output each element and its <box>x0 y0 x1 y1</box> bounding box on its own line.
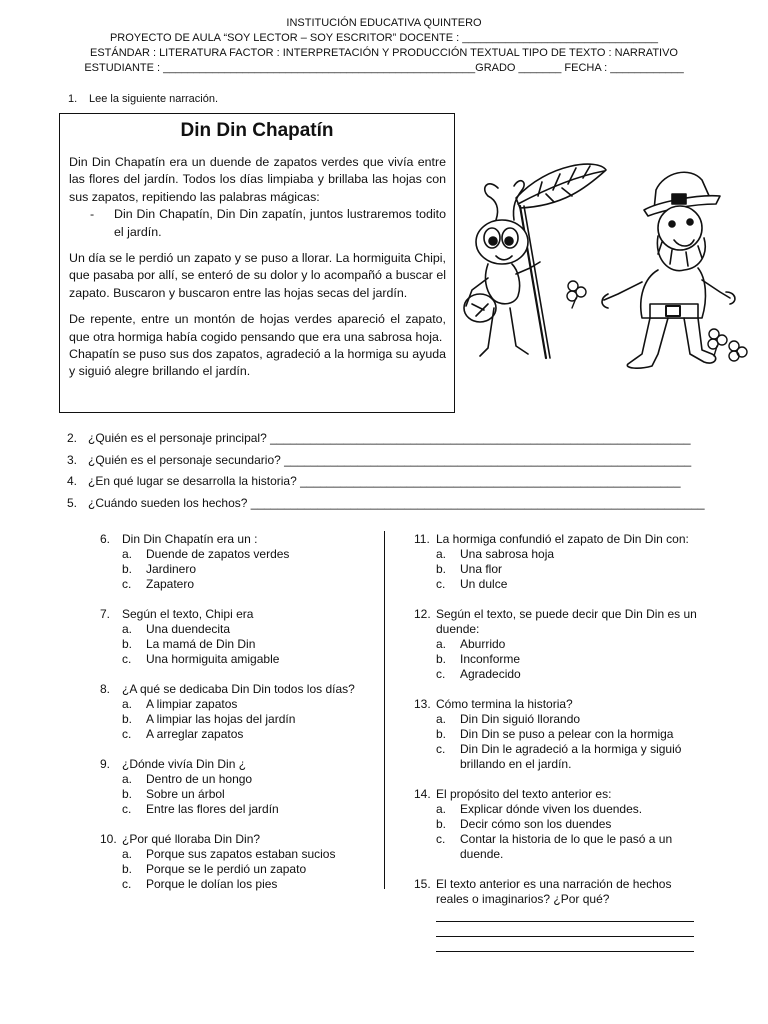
option-letter: b. <box>122 562 133 576</box>
question-text: ¿Quién es el personaje principal? _______________________________________________________________ <box>88 431 691 445</box>
option-text: Sobre un árbol <box>146 787 225 801</box>
question-number: 3. <box>67 453 78 467</box>
question-number: 12. <box>414 607 431 621</box>
question-number: 14. <box>414 787 431 801</box>
option-text: Porque se le perdió un zapato <box>146 862 307 876</box>
option-text: Agradecido <box>460 667 521 681</box>
story-text <box>69 154 446 381</box>
option-letter: b. <box>122 787 133 801</box>
school-name: INSTITUCIÓN EDUCATIVA QUINTERO <box>286 17 482 29</box>
option-text: A limpiar zapatos <box>146 697 238 711</box>
option-text: Una duendecita <box>146 622 231 636</box>
option-letter: c. <box>122 652 132 666</box>
question-text: Din Din Chapatín era un : <box>122 532 258 546</box>
question-text: El texto anterior es una narración de hechos reales o imaginarios? ¿Por qué? <box>436 877 672 906</box>
magic-words <box>69 206 446 241</box>
option-text: A arreglar zapatos <box>146 727 244 741</box>
instruction-text: Lee la siguiente narración. <box>89 93 219 105</box>
story-paragraph-1: Din Din Chapatín era un duende de zapatos verdes que vivía entre las flores del jardín. Todos los días limpiaba y brillaba las hojas con sus zapatos, repitiendo las palabras mágicas: <box>69 155 446 204</box>
option-letter: b. <box>436 727 447 741</box>
worksheet-header <box>0 16 768 76</box>
open-question <box>67 453 691 469</box>
option-text: Din Din se puso a pelear con la hormiga <box>460 727 674 741</box>
story-paragraph-2: Un día se le perdió un zapato y se puso a llorar. La hormiguita Chipi, que pasaba por allí, se enteró de su dolor y lo acompañó a buscar el zapato. Buscaron y buscaron entre las hojas secas del jardín. <box>69 251 446 300</box>
option-letter: c. <box>436 577 446 591</box>
question-number: 4. <box>67 474 78 488</box>
option-text: Una flor <box>460 562 503 576</box>
clover-icon <box>567 281 747 361</box>
option-letter: a. <box>436 637 447 651</box>
right-question-column <box>414 532 710 967</box>
option-letter: c. <box>436 667 446 681</box>
question-item <box>414 607 710 682</box>
option-text: Zapatero <box>146 577 195 591</box>
question-number: 6. <box>100 532 111 546</box>
question-number: 5. <box>67 496 78 510</box>
instruction-1 <box>68 93 218 105</box>
option-text: Explicar dónde viven los duendes. <box>460 802 643 816</box>
question-number: 11. <box>414 532 430 546</box>
option-letter: c. <box>122 802 132 816</box>
option-text: Decir cómo son los duendes <box>460 817 612 831</box>
question-text: Según el texto, Chipi era <box>122 607 254 621</box>
option-letter: a. <box>436 802 447 816</box>
question-number: 13. <box>414 697 431 711</box>
option-text: A limpiar las hojas del jardín <box>146 712 296 726</box>
student-line: ESTUDIANTE : ___________________________________________________GRADO _______ FECHA : ____________ <box>84 62 684 74</box>
option-letter: b. <box>122 862 133 876</box>
question-item <box>100 607 370 667</box>
question-item <box>414 532 710 592</box>
story-paragraph-4: Chapatín se puso sus dos zapatos, agradeció a la hormiga su ayuda y siguió alegre brillando el jardín. <box>69 347 446 379</box>
question-number: 10. <box>100 832 117 846</box>
option-letter: b. <box>436 562 447 576</box>
option-letter: a. <box>122 622 133 636</box>
magic-words-text: Din Din Chapatín, Din Din zapatín, juntos lustraremos todito el jardín. <box>114 207 446 239</box>
question-text: El propósito del texto anterior es: <box>436 787 612 801</box>
option-text: Aburrido <box>460 637 506 651</box>
left-question-column <box>100 532 370 907</box>
open-question <box>67 496 705 512</box>
question-text: ¿Cuándo sueden los hechos? ____________________________________________________________________ <box>88 496 705 510</box>
option-letter: a. <box>436 712 447 726</box>
option-text: Un dulce <box>460 577 508 591</box>
question-number: 2. <box>67 431 78 445</box>
story-paragraph-3: De repente, entre un montón de hojas verdes apareció el zapato, que otra hormiga había cogido pensando que era una sabrosa hoja. <box>69 312 446 344</box>
option-text: Entre las flores del jardín <box>146 802 279 816</box>
option-text: Una sabrosa hoja <box>460 547 555 561</box>
question-item <box>100 532 370 592</box>
option-text: La mamá de Din Din <box>146 637 256 651</box>
option-letter: b. <box>436 817 447 831</box>
question-number: 9. <box>100 757 111 771</box>
option-text: Duende de zapatos verdes <box>146 547 290 561</box>
question-text: ¿A qué se dedicaba Din Din todos los días? <box>122 682 355 696</box>
option-text: Dentro de un hongo <box>146 772 253 786</box>
option-letter: a. <box>122 772 133 786</box>
question-number: 8. <box>100 682 111 696</box>
option-text: Porque le dolían los pies <box>146 877 278 891</box>
question-text: Cómo termina la historia? <box>436 697 573 711</box>
option-letter: b. <box>122 637 133 651</box>
question-text: ¿Quién es el personaje secundario? _____________________________________________________________ <box>88 453 692 467</box>
story-box <box>59 113 455 413</box>
option-letter: a. <box>436 547 447 561</box>
answer-line[interactable] <box>436 907 694 922</box>
open-question <box>67 431 691 447</box>
project-line: PROYECTO DE AULA “SOY LECTOR – SOY ESCRITOR” DOCENTE : ________________________________ <box>109 32 659 44</box>
story-title: Din Din Chapatín <box>180 120 334 141</box>
option-text: Din Din siguió llorando <box>460 712 581 726</box>
option-letter: c. <box>122 727 132 741</box>
question-item <box>100 682 370 742</box>
answer-line[interactable] <box>436 922 694 937</box>
standard-line: ESTÁNDAR : LITERATURA FACTOR : INTERPRETACIÓN Y PRODUCCIÓN TEXTUAL TIPO DE TEXTO : NARRATIVO <box>90 47 678 59</box>
question-item <box>414 697 710 772</box>
option-text: Contar la historia de lo que le pasó a un duende. <box>460 832 673 861</box>
question-text: ¿En qué lugar se desarrolla la historia? _________________________________________________________ <box>88 474 681 488</box>
instruction-num: 1. <box>68 93 78 105</box>
option-text: Porque sus zapatos estaban sucios <box>146 847 336 861</box>
open-question <box>67 474 681 490</box>
answer-line[interactable] <box>436 937 694 952</box>
option-text: Jardinero <box>146 562 197 576</box>
column-divider <box>384 531 385 889</box>
option-letter: c. <box>122 877 132 891</box>
option-text: Una hormiguita amigable <box>146 652 280 666</box>
leaf-icon <box>516 164 606 358</box>
story-illustration <box>458 158 750 380</box>
option-letter: a. <box>122 547 133 561</box>
question-text: Según el texto, se puede decir que Din Din es un duende: <box>436 607 697 636</box>
dash-marker: - <box>90 207 95 222</box>
option-letter: a. <box>122 697 133 711</box>
option-text: Din Din le agradeció a la hormiga y siguió brillando en el jardín. <box>460 742 682 771</box>
option-letter: c. <box>122 577 132 591</box>
question-item <box>414 787 710 862</box>
question-item <box>414 877 694 952</box>
option-text: Inconforme <box>460 652 521 666</box>
option-letter: b. <box>122 712 133 726</box>
option-letter: b. <box>436 652 447 666</box>
question-text: ¿Por qué lloraba Din Din? <box>122 832 261 846</box>
option-letter: c. <box>436 742 446 756</box>
question-item <box>100 832 370 892</box>
option-letter: c. <box>436 832 446 846</box>
option-letter: a. <box>122 847 133 861</box>
question-number: 15. <box>414 877 431 891</box>
question-item <box>100 757 370 817</box>
question-number: 7. <box>100 607 111 621</box>
question-text: ¿Dónde vivía Din Din ¿ <box>122 757 247 771</box>
question-text: La hormiga confundió el zapato de Din Din con: <box>436 532 689 546</box>
